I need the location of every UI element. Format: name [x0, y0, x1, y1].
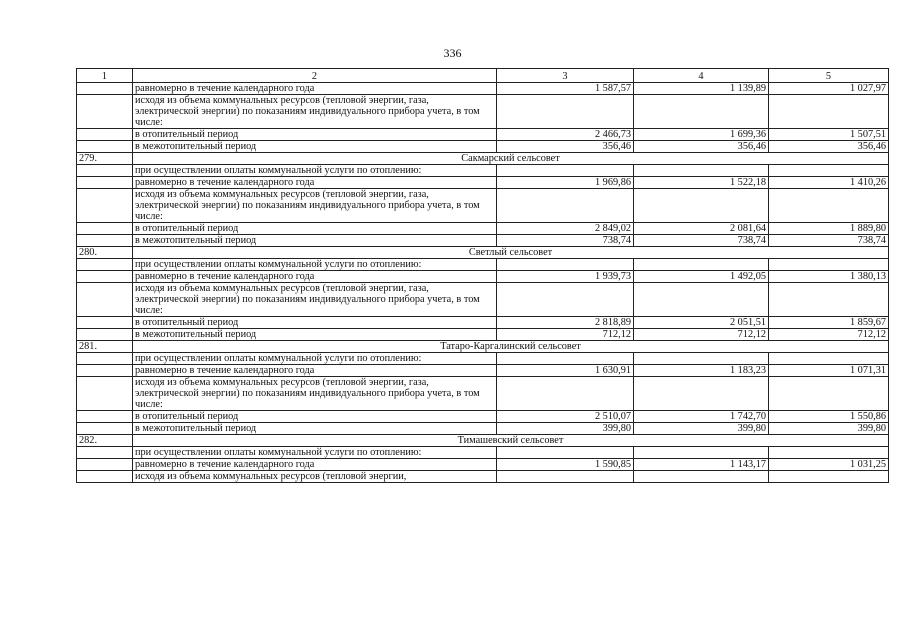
- table-row: [77, 377, 889, 411]
- value-cell: 2 818,89: [497, 317, 634, 329]
- table-row: [77, 423, 889, 435]
- number-cell: [77, 377, 133, 411]
- row-label: равномерно в течение календарного года: [133, 83, 497, 95]
- number-cell: [77, 271, 133, 283]
- row-label: исходя из объема коммунальных ресурсов (тепловой энергии, газа, электрической энергии) по показаниям индивидуального прибора учета, в том числе:: [133, 283, 497, 317]
- value-cell: 1 071,31: [769, 365, 889, 377]
- table-row: [77, 223, 889, 235]
- row-label: исходя из объема коммунальных ресурсов (тепловой энергии, газа, электрической энергии) по показаниям индивидуального прибора учета, в том числе:: [133, 95, 497, 129]
- row-label: при осуществлении оплаты коммунальной услуги по отоплению:: [133, 447, 497, 459]
- number-cell: [77, 471, 133, 483]
- value-cell: 1 027,97: [769, 83, 889, 95]
- value-cell: 738,74: [497, 235, 634, 247]
- row-label: в отопительный период: [133, 411, 497, 423]
- row-label: в отопительный период: [133, 223, 497, 235]
- number-cell: [77, 129, 133, 141]
- value-cell: 1 969,86: [497, 177, 634, 189]
- table-row: [77, 83, 889, 95]
- value-cell: [497, 353, 634, 365]
- value-cell: [634, 259, 769, 271]
- row-label: равномерно в течение календарного года: [133, 365, 497, 377]
- table-row: [77, 471, 889, 483]
- entry-title: Сакмарский сельсовет: [133, 153, 889, 165]
- entry-header-row: [77, 435, 889, 447]
- table-row: [77, 129, 889, 141]
- number-cell: [77, 177, 133, 189]
- row-label: при осуществлении оплаты коммунальной услуги по отоплению:: [133, 165, 497, 177]
- number-cell: [77, 235, 133, 247]
- value-cell: 2 849,02: [497, 223, 634, 235]
- tariff-table: [76, 68, 889, 483]
- number-cell: [77, 223, 133, 235]
- value-cell: 399,80: [769, 423, 889, 435]
- value-cell: 1 889,80: [769, 223, 889, 235]
- value-cell: 1 507,51: [769, 129, 889, 141]
- column-header-row: [77, 69, 889, 83]
- table-row: [77, 141, 889, 153]
- row-label: в межотопительный период: [133, 235, 497, 247]
- value-cell: 1 410,26: [769, 177, 889, 189]
- entry-header-row: [77, 341, 889, 353]
- value-cell: 1 139,89: [634, 83, 769, 95]
- value-cell: [769, 189, 889, 223]
- value-cell: 1 492,05: [634, 271, 769, 283]
- number-cell: [77, 353, 133, 365]
- value-cell: [769, 165, 889, 177]
- value-cell: 1 380,13: [769, 271, 889, 283]
- column-header: 4: [634, 69, 769, 83]
- row-label: исходя из объема коммунальных ресурсов (тепловой энергии, газа, электрической энергии) по показаниям индивидуального прибора учета, в том числе:: [133, 189, 497, 223]
- table-row: [77, 353, 889, 365]
- row-label: в межотопительный период: [133, 141, 497, 153]
- row-label: исходя из объема коммунальных ресурсов (тепловой энергии, газа, электрической энергии) по показаниям индивидуального прибора учета, в том числе:: [133, 377, 497, 411]
- value-cell: [497, 377, 634, 411]
- value-cell: 1 939,73: [497, 271, 634, 283]
- value-cell: [497, 95, 634, 129]
- value-cell: 1 143,17: [634, 459, 769, 471]
- table-row: [77, 259, 889, 271]
- table-row: [77, 165, 889, 177]
- value-cell: [497, 189, 634, 223]
- value-cell: 2 510,07: [497, 411, 634, 423]
- value-cell: [769, 95, 889, 129]
- table-row: [77, 317, 889, 329]
- entry-title: Светлый сельсовет: [133, 247, 889, 259]
- value-cell: 1 742,70: [634, 411, 769, 423]
- table-row: [77, 189, 889, 223]
- number-cell: [77, 317, 133, 329]
- value-cell: 2 051,51: [634, 317, 769, 329]
- value-cell: 1 183,23: [634, 365, 769, 377]
- table-row: [77, 283, 889, 317]
- value-cell: [634, 283, 769, 317]
- column-header: 2: [133, 69, 497, 83]
- value-cell: [634, 471, 769, 483]
- value-cell: 356,46: [497, 141, 634, 153]
- row-label: в отопительный период: [133, 317, 497, 329]
- number-cell: [77, 329, 133, 341]
- value-cell: [769, 259, 889, 271]
- number-cell: [77, 95, 133, 129]
- column-header: 5: [769, 69, 889, 83]
- number-cell: [77, 259, 133, 271]
- row-label: равномерно в течение календарного года: [133, 177, 497, 189]
- table-row: [77, 365, 889, 377]
- value-cell: 1 699,36: [634, 129, 769, 141]
- value-cell: 738,74: [634, 235, 769, 247]
- entry-number: 279.: [77, 153, 133, 165]
- row-label: при осуществлении оплаты коммунальной услуги по отоплению:: [133, 353, 497, 365]
- row-label: равномерно в течение календарного года: [133, 271, 497, 283]
- value-cell: [497, 471, 634, 483]
- value-cell: [769, 283, 889, 317]
- number-cell: [77, 141, 133, 153]
- row-label: при осуществлении оплаты коммунальной услуги по отоплению:: [133, 259, 497, 271]
- column-header: 1: [77, 69, 133, 83]
- value-cell: 1 522,18: [634, 177, 769, 189]
- page-number: 336: [443, 46, 462, 60]
- value-cell: [769, 447, 889, 459]
- value-cell: [497, 283, 634, 317]
- value-cell: 2 081,64: [634, 223, 769, 235]
- value-cell: [634, 189, 769, 223]
- value-cell: [769, 377, 889, 411]
- value-cell: [497, 447, 634, 459]
- number-cell: [77, 423, 133, 435]
- table-row: [77, 95, 889, 129]
- entry-title: Татаро-Каргалинский сельсовет: [133, 341, 889, 353]
- value-cell: [634, 165, 769, 177]
- column-header: 3: [497, 69, 634, 83]
- value-cell: 1 630,91: [497, 365, 634, 377]
- number-cell: [77, 165, 133, 177]
- entry-number: 281.: [77, 341, 133, 353]
- number-cell: [77, 447, 133, 459]
- value-cell: 1 031,25: [769, 459, 889, 471]
- value-cell: [634, 447, 769, 459]
- value-cell: 712,12: [634, 329, 769, 341]
- value-cell: 1 550,86: [769, 411, 889, 423]
- tariff-table-body: [77, 69, 889, 483]
- row-label: в межотопительный период: [133, 423, 497, 435]
- entry-title: Тимашевский сельсовет: [133, 435, 889, 447]
- table-row: [77, 411, 889, 423]
- value-cell: [769, 471, 889, 483]
- value-cell: 1 587,57: [497, 83, 634, 95]
- value-cell: 712,12: [769, 329, 889, 341]
- entry-number: 282.: [77, 435, 133, 447]
- value-cell: 356,46: [634, 141, 769, 153]
- table-row: [77, 459, 889, 471]
- value-cell: 399,80: [497, 423, 634, 435]
- value-cell: [769, 353, 889, 365]
- table-row: [77, 177, 889, 189]
- value-cell: 1 859,67: [769, 317, 889, 329]
- value-cell: [497, 165, 634, 177]
- number-cell: [77, 83, 133, 95]
- entry-header-row: [77, 247, 889, 259]
- entry-number: 280.: [77, 247, 133, 259]
- number-cell: [77, 283, 133, 317]
- number-cell: [77, 459, 133, 471]
- row-label: равномерно в течение календарного года: [133, 459, 497, 471]
- value-cell: 738,74: [769, 235, 889, 247]
- number-cell: [77, 411, 133, 423]
- value-cell: 356,46: [769, 141, 889, 153]
- row-label: в межотопительный период: [133, 329, 497, 341]
- row-label: исходя из объема коммунальных ресурсов (тепловой энергии,: [133, 471, 497, 483]
- number-cell: [77, 365, 133, 377]
- table-row: [77, 447, 889, 459]
- row-label: в отопительный период: [133, 129, 497, 141]
- value-cell: 712,12: [497, 329, 634, 341]
- table-row: [77, 329, 889, 341]
- value-cell: [634, 95, 769, 129]
- value-cell: 2 466,73: [497, 129, 634, 141]
- value-cell: 399,80: [634, 423, 769, 435]
- number-cell: [77, 189, 133, 223]
- value-cell: [497, 259, 634, 271]
- value-cell: 1 590,85: [497, 459, 634, 471]
- value-cell: [634, 353, 769, 365]
- table-row: [77, 235, 889, 247]
- entry-header-row: [77, 153, 889, 165]
- table-row: [77, 271, 889, 283]
- value-cell: [634, 377, 769, 411]
